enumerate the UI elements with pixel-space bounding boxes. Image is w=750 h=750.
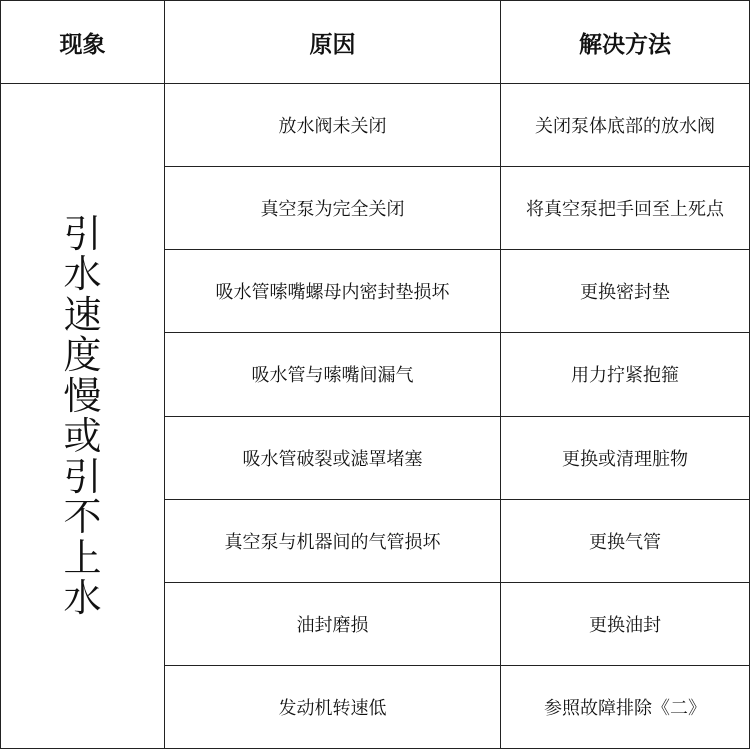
header-cause: 原因 (165, 1, 501, 84)
cause-cell: 吸水管与嗦嘴间漏气 (165, 333, 501, 416)
solution-cell: 参照故障排除《二》 (501, 665, 750, 748)
header-symptom: 现象 (1, 1, 165, 84)
solution-cell: 更换或清理脏物 (501, 416, 750, 499)
symptom-cell (1, 84, 165, 749)
header-solution: 解决方法 (501, 1, 750, 84)
cause-cell: 真空泵与机器间的气管损坏 (165, 499, 501, 582)
cause-cell: 吸水管破裂或滤罩堵塞 (165, 416, 501, 499)
solution-cell: 更换油封 (501, 582, 750, 665)
cause-cell: 油封磨损 (165, 582, 501, 665)
symptom-text: 引水速度慢或引不上水 (63, 211, 102, 620)
table-row (1, 84, 750, 167)
header-row (1, 1, 750, 84)
cause-cell: 发动机转速低 (165, 665, 501, 748)
solution-cell: 关闭泵体底部的放水阀 (501, 84, 750, 167)
solution-cell: 用力拧紧抱箍 (501, 333, 750, 416)
cause-cell: 吸水管嗦嘴螺母内密封垫损坏 (165, 250, 501, 333)
solution-cell: 更换气管 (501, 499, 750, 582)
solution-cell: 更换密封垫 (501, 250, 750, 333)
cause-cell: 放水阀未关闭 (165, 84, 501, 167)
solution-cell: 将真空泵把手回至上死点 (501, 167, 750, 250)
cause-cell: 真空泵为完全关闭 (165, 167, 501, 250)
